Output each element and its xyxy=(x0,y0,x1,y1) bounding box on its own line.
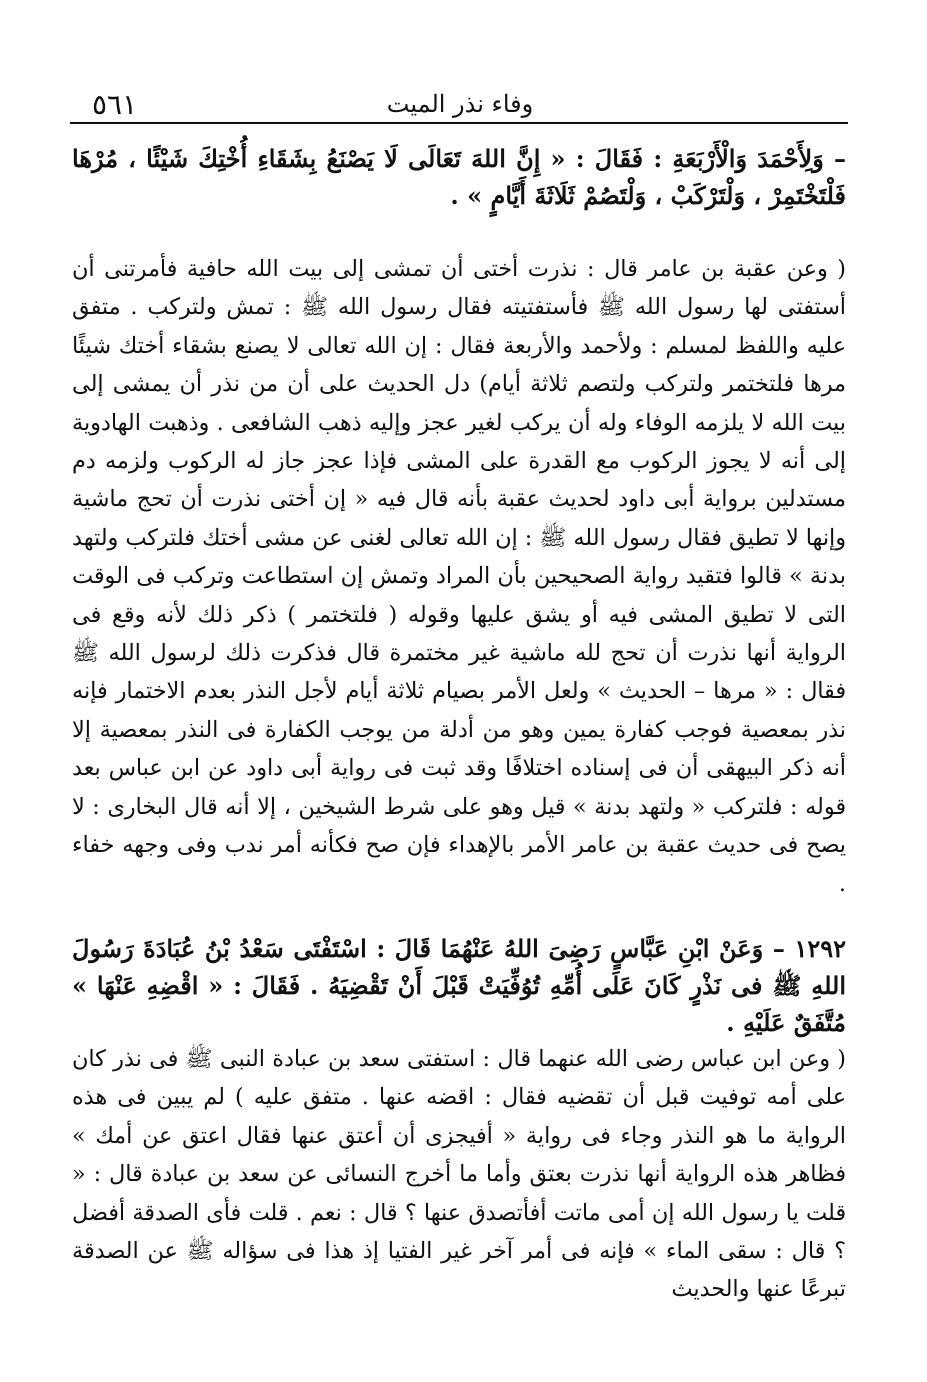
commentary-text-1 xyxy=(72,250,846,903)
commentary-paragraph: ( وعن ابن عباس رضى الله عنهما قال : استفتى سعد بن عبادة النبى ﷺ فى نذر كان على أمه توفيت قبل أن تقضيه فقال : اقضه عنها . متفق عليه ) لم يبين فى هذه الرواية ما هو النذر وجاء فى رواية « أفيجزى أن أعتق عنها فقال اعتق عن أمك » فظاهر هذه الرواية أنها نذرت بعتق وأما ما أخرج النسائى عن سعد بن عبادة قال : « قلت يا رسول الله إن أمى ماتت أفأتصدق عنها ؟ قال : نعم . قلت فأى الصدقة أفضل ؟ قال : سقى الماء » فإنه فى أمر آخر غير الفتيا إذ هذا فى سؤاله ﷺ عن الصدقة تبرعًا عنها والحديث xyxy=(72,1046,846,1303)
running-title: وفاء نذر الميت xyxy=(386,90,534,118)
hadith-paragraph: – وَلِأَحْمَدَ وَالْأَرْبَعَةِ : فَقَالَ : « إِنَّ اللهَ تَعَالَى لَا يَصْنَعُ بِشَقَاءِ أُخْتِكَ شَيْئًا ، مُرْهَا فَلْتَخْتَمِرْ ، وَلْتَرْكَبْ ، وَلْتَصُمْ ثَلَاثَةَ أَيَّامٍ » . xyxy=(72,144,846,210)
hadith-paragraph: ١٢٩٢ – وَعَنْ ابْنِ عَبَّاسٍ رَضِىَ اللهُ عَنْهُمَا قَالَ : اسْتَفْتَى سَعْدُ بْنُ عُبَادَةَ رَسُولَ اللهِ ﷺ فى نَذْرٍ كَانَ عَلَى أُمِّهِ تُوُفِّيَتْ قَبْلَ أَنْ تَقْضِيَهُ . فَقَالَ : « اقْضِهِ عَنْهَا » مُتَّفَقٌ عَلَيْهِ . xyxy=(72,934,846,1037)
header-divider xyxy=(70,122,848,124)
page-number: ٥٦١ xyxy=(92,88,138,121)
page-header xyxy=(70,80,850,120)
commentary-text-2 xyxy=(72,1040,846,1309)
commentary-paragraph: ( وعن عقبة بن عامر قال : نذرت أختى أن تمشى إلى بيت الله حافية فأمرتنى أن أستفتى لها رسول الله ﷺ فأستفتيته فقال رسول الله ﷺ : تمش ولتركب . متفق عليه واللفظ لمسلم : ولأحمد والأربعة فقال : إن الله تعالى لا يصنع بشقاء أختك شيئًا مرها فلتختمر ولتركب ولتصم ثلاثة أيام) دل الحديث على أن من نذر أن يمشى إلى بيت الله لا يلزمه الوفاء وله أن يركب لغير عجز وإليه ذهب الشافعى . وذهبت الهادوية إلى أنه لا يجوز الركوب مع القدرة على المشى فإذا عجز جاز له الركوب ولزمه دم مستدلين برواية أبى داود لحديث عقبة بأنه قال فيه « إن أختى نذرت أن تحج ماشية وإنها لا تطيق فقال رسول الله ﷺ : إن الله تعالى لغنى عن مشى أختك فلتركب ولتهد بدنة » قالوا فتقيد رواية الصحيحين بأن المراد وتمش إن استطاعت وتركب فى الوقت التى لا تطيق المشى فيه أو يشق عليها وقوله ( فلتختمر ) ذكر ذلك لأنه وقع فى الرواية أنها نذرت أن تحج لله ماشية غير مختمرة قال فذكرت ذلك لرسول الله ﷺ فقال : « مرها – الحديث » ولعل الأمر بصيام ثلاثة أيام لأجل النذر بعدم الاختمار فإنه نذر بمعصية فوجب كفارة يمين وهو من أدلة من يوجب الكفارة فى النذر بمعصية إلا أنه ذكر البيهقى أن فى إسناده اختلافًا وقد ثبت فى رواية أبى داود عن ابن عباس بعد قوله : فلتركب « ولتهد بدنة » قيل وهو على شرط الشيخين ، إلا أنه قال البخارى : لا يصح فى حديث عقبة بن عامر الأمر بالإهداء فإن صح فكأنه أمر ندب وفى وجهه خفاء . xyxy=(72,256,846,897)
hadith-text-2 xyxy=(72,930,846,1041)
hadith-text-1 xyxy=(72,140,846,214)
